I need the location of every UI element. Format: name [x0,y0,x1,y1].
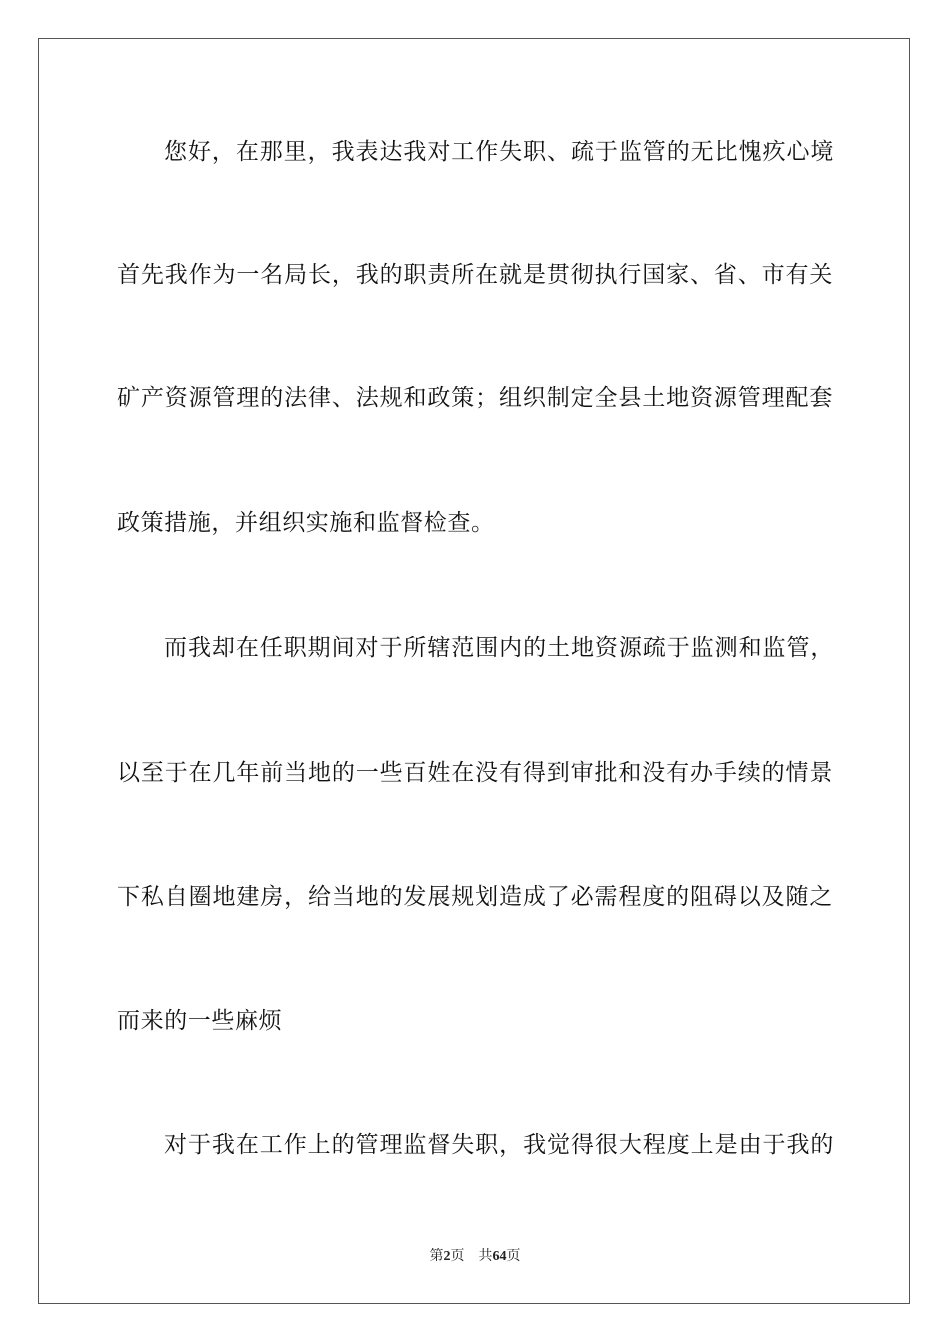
text-line-1: 您好，在那里，我表达我对工作失职、疏于监管的无比愧疚心境 [164,139,834,165]
text-line-2: 首先我作为一名局长，我的职责所在就是贯彻执行国家、省、市有关 [117,262,833,288]
text-line-7: 下私自圈地建房，给当地的发展规划造成了必需程度的阻碍以及随之 [117,884,833,910]
text-line-5: 而我却在任职期间对于所辖范围内的土地资源疏于监测和监管， [164,635,834,661]
page-border [38,38,910,1304]
footer-page-current: 2 [443,1249,451,1264]
footer-total-suffix: 页 [506,1249,521,1264]
footer-page-suffix: 页 [450,1249,465,1264]
footer-page-total: 64 [492,1249,507,1264]
footer-page-prefix: 第 [429,1249,444,1264]
text-line-3: 矿产资源管理的法律、法规和政策；组织制定全县土地资源管理配套 [117,385,833,411]
text-line-6: 以至于在几年前当地的一些百姓在没有得到审批和没有办手续的情景 [117,760,833,786]
page-footer [0,1247,950,1267]
text-line-8: 而来的一些麻烦 [117,1008,283,1034]
text-line-4: 政策措施，并组织实施和监督检查。 [117,510,495,536]
text-line-9: 对于我在工作上的管理监督失职，我觉得很大程度上是由于我的 [164,1132,834,1158]
footer-total-prefix: 共 [478,1249,493,1264]
